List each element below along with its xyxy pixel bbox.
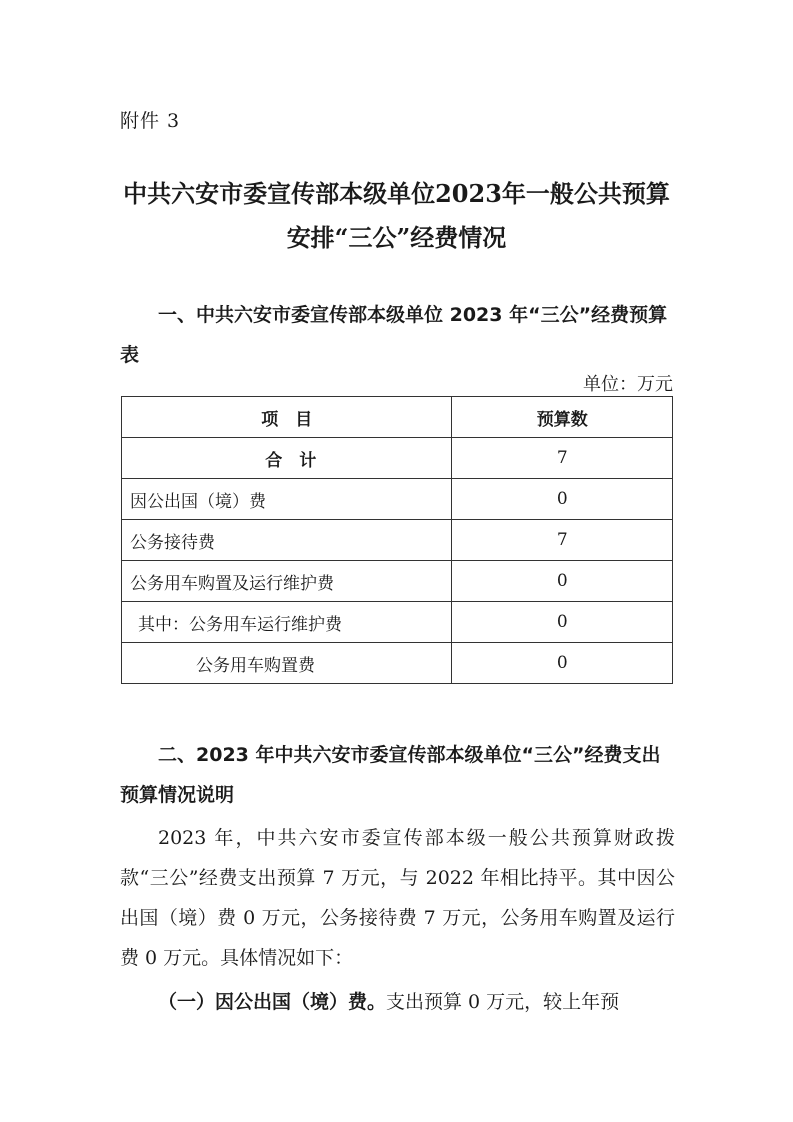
section2-paragraph: 2023 年，中共六安市委宣传部本级一般公共预算财政拨款“三公”经费支出预算 7 万元，与 2022 年相比持平。其中因公出国（境）费 0 万元，公务接待费 7 万元，公务用车购置及运行费 0 万元。具体情况如下： — [120, 827, 675, 969]
table-row — [122, 479, 673, 520]
title-line-1: 中共六安市委宣传部本级单位2023年一般公共预算 — [123, 179, 670, 208]
unit-label: 单位：万元 — [583, 374, 673, 395]
row-value: 7 — [452, 520, 673, 561]
row-value: 0 — [452, 479, 673, 520]
table-row-total — [122, 438, 673, 479]
attachment-label: 附件 3 — [120, 110, 181, 132]
row-value: 0 — [452, 643, 673, 684]
item1-paragraph — [120, 982, 675, 1022]
section2-heading: 二、2023 年中共六安市委宣传部本级单位“三公”经费支出预算情况说明 — [120, 744, 661, 806]
header-budget: 预算数 — [452, 397, 673, 438]
section1-heading: 一、中共六安市委宣传部本级单位 2023 年“三公”经费预算表 — [120, 304, 668, 366]
row-item: 因公出国（境）费 — [122, 479, 452, 520]
table-row — [122, 520, 673, 561]
budget-table — [121, 396, 673, 684]
row-item: 公务用车购置及运行维护费 — [122, 561, 452, 602]
table-row — [122, 602, 673, 643]
table-row — [122, 561, 673, 602]
header-item: 项 目 — [122, 397, 452, 438]
row-value: 0 — [452, 602, 673, 643]
row-value: 7 — [452, 438, 673, 479]
table-row — [122, 643, 673, 684]
table-header-row — [122, 397, 673, 438]
item1-text: 支出预算 0 万元，较上年预 — [386, 991, 620, 1013]
title-line-2: 安排“三公”经费情况 — [286, 223, 507, 252]
row-item: 其中：公务用车运行维护费 — [122, 602, 452, 643]
row-item: 合 计 — [122, 438, 452, 479]
item1-lead: （一）因公出国（境）费。 — [158, 991, 387, 1013]
document-title — [100, 172, 693, 260]
row-value: 0 — [452, 561, 673, 602]
row-item: 公务用车购置费 — [122, 643, 452, 684]
row-item: 公务接待费 — [122, 520, 452, 561]
